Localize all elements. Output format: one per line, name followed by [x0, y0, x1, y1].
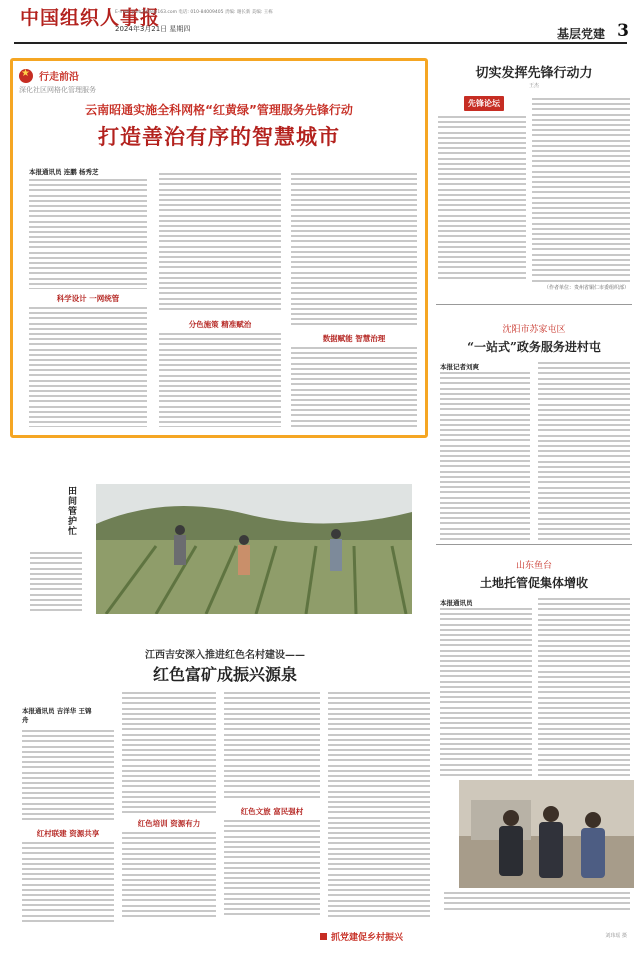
- article-subhead: 分色施策 精准赋治: [188, 320, 252, 329]
- body-text-block: [538, 362, 630, 542]
- masthead-rule: [14, 42, 627, 44]
- article-byline: 本报通讯员: [440, 599, 473, 607]
- article-subhead: 数据赋能 智慧治理: [322, 334, 386, 343]
- square-icon: [320, 933, 327, 940]
- masthead: [0, 0, 641, 50]
- body-text-block: [538, 598, 630, 776]
- body-text-block: [22, 842, 114, 922]
- article-headline[interactable]: 打造善治有序的智慧城市: [98, 124, 340, 149]
- article-headline[interactable]: 土地托管促集体增收: [479, 576, 588, 590]
- photo-caption-text: [30, 552, 82, 616]
- body-text-block: [291, 347, 417, 427]
- article-byline: 本报通讯员 吉洋华 王锦舟: [22, 707, 92, 724]
- body-text-block: [291, 173, 417, 327]
- photo-illustration: [459, 780, 634, 888]
- body-text-block: [438, 116, 526, 282]
- forum-badge: 先锋论坛: [464, 96, 504, 111]
- article-subhead: 红村联建 资源共享: [36, 829, 100, 838]
- contact-info: E-mail: jceb2018@163.com 电话: 010-84009405 责编: 谢长新 美编: 王栋: [115, 10, 273, 15]
- body-text-block: [22, 730, 114, 822]
- commentary-title[interactable]: 切实发挥先锋行动力: [475, 66, 593, 81]
- article-kicker: 云南昭通实施全科网格“红黄绿”管理服务先锋行动: [85, 103, 353, 117]
- article-place: 沈阳市苏家屯区: [502, 325, 566, 335]
- star-icon: [19, 69, 33, 83]
- photo-credit: 刘玮瑶 摄: [605, 933, 627, 939]
- photo-caption-text: [444, 892, 630, 914]
- newspaper-logo: 中国组织人事报: [20, 7, 161, 29]
- body-text-block: [224, 692, 320, 802]
- photo-illustration: [96, 484, 412, 614]
- column-divider: [436, 544, 632, 545]
- body-text-block: [440, 372, 530, 542]
- article-kicker: 江西吉安深入推进红色名村建设——: [145, 650, 305, 661]
- body-text-block: [532, 98, 630, 282]
- article-subhead: 红色培训 资源有力: [137, 819, 201, 828]
- author-note: （作者单位：贵州省铜仁市委组织部）: [544, 285, 630, 291]
- photo-title: 田间管护忙: [66, 486, 76, 536]
- body-text-block: [224, 820, 320, 922]
- main-article[interactable]: [10, 58, 428, 438]
- article-subhead: 红色文旅 富民强村: [240, 807, 304, 816]
- article-byline: 本报通讯员 连鹏 杨秀芝: [29, 168, 99, 176]
- column-name: 行走前沿: [39, 72, 79, 83]
- body-text-block: [159, 173, 281, 313]
- bottom-column-name: 抓党建促乡村振兴: [331, 933, 404, 943]
- body-text-block: [159, 333, 281, 427]
- article-subhead: 科学设计 一网统管: [56, 294, 120, 303]
- article-place: 山东鱼台: [515, 561, 552, 571]
- news-photo-farmland: [96, 484, 412, 614]
- body-text-block: [328, 692, 430, 922]
- article-headline[interactable]: “一站式”政务服务进村屯: [467, 340, 601, 354]
- page-number: 3: [617, 21, 629, 41]
- issue-date: 2024年3月21日 星期四: [115, 25, 191, 33]
- article-byline: 本报记者刘爽: [440, 363, 479, 371]
- commentary-author: 王杰: [528, 83, 539, 89]
- news-photo-workers: [459, 780, 634, 888]
- article-headline[interactable]: 红色富矿成振兴源泉: [152, 665, 297, 684]
- body-text-block: [29, 179, 147, 289]
- column-subtitle: 深化社区网格化管理服务: [19, 86, 96, 94]
- body-text-block: [29, 307, 147, 427]
- body-text-block: [122, 692, 216, 814]
- section-title: 基层党建: [556, 27, 605, 41]
- column-divider: [436, 304, 632, 305]
- body-text-block: [122, 832, 216, 922]
- body-text-block: [440, 608, 532, 776]
